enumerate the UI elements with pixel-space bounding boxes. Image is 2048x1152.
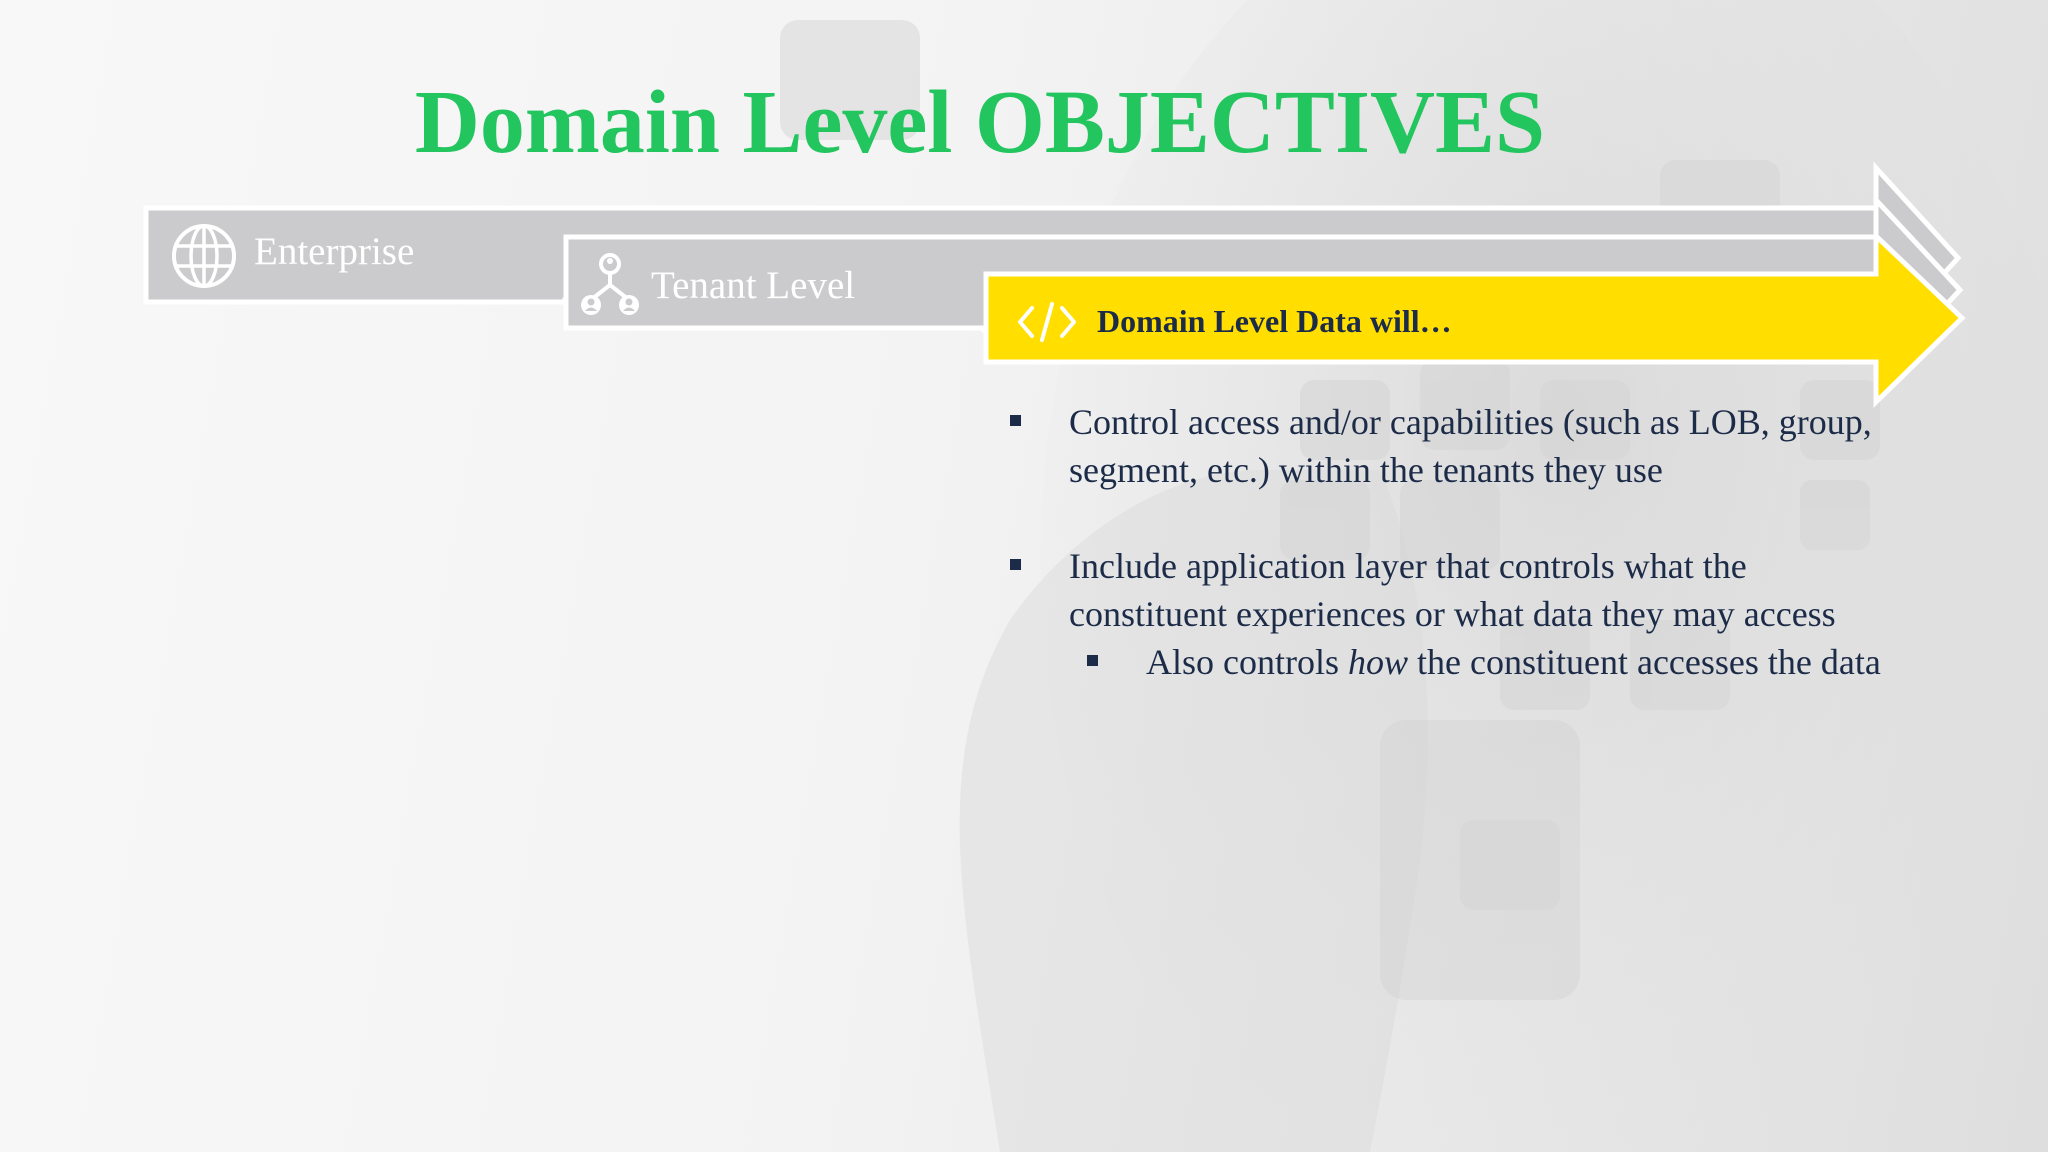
enterprise-label: Enterprise	[254, 230, 415, 273]
slide-title: Domain Level OBJECTIVES	[414, 73, 1546, 172]
bullet-text: Control access and/or capabilities (such as LOB, group, segment, etc.) within the tenants they use	[1069, 402, 1872, 490]
domain-label: Domain Level Data will…	[1097, 303, 1452, 339]
sub-bullet-item-how	[1077, 638, 1900, 686]
network-icon	[578, 253, 642, 317]
bullet-item-application-layer	[1000, 542, 1900, 638]
bullet-square-icon	[1010, 559, 1021, 570]
sub-bullet-text-end: the constituent accesses the data	[1408, 642, 1881, 682]
tenant-label: Tenant Level	[651, 264, 856, 307]
sub-bullet-text	[1146, 642, 1881, 682]
bullet-item-access-control	[1000, 398, 1900, 494]
code-icon	[1018, 302, 1076, 342]
sub-bullet-emphasis: how	[1348, 642, 1409, 682]
bullet-square-icon	[1010, 415, 1021, 426]
bullet-list	[1000, 398, 1900, 686]
globe-icon	[170, 222, 238, 290]
bullet-square-icon	[1087, 655, 1098, 666]
sub-bullet-text-start: Also controls	[1146, 642, 1348, 682]
bullet-text: Include application layer that controls what the constituent experiences or what data they may access	[1069, 546, 1836, 634]
